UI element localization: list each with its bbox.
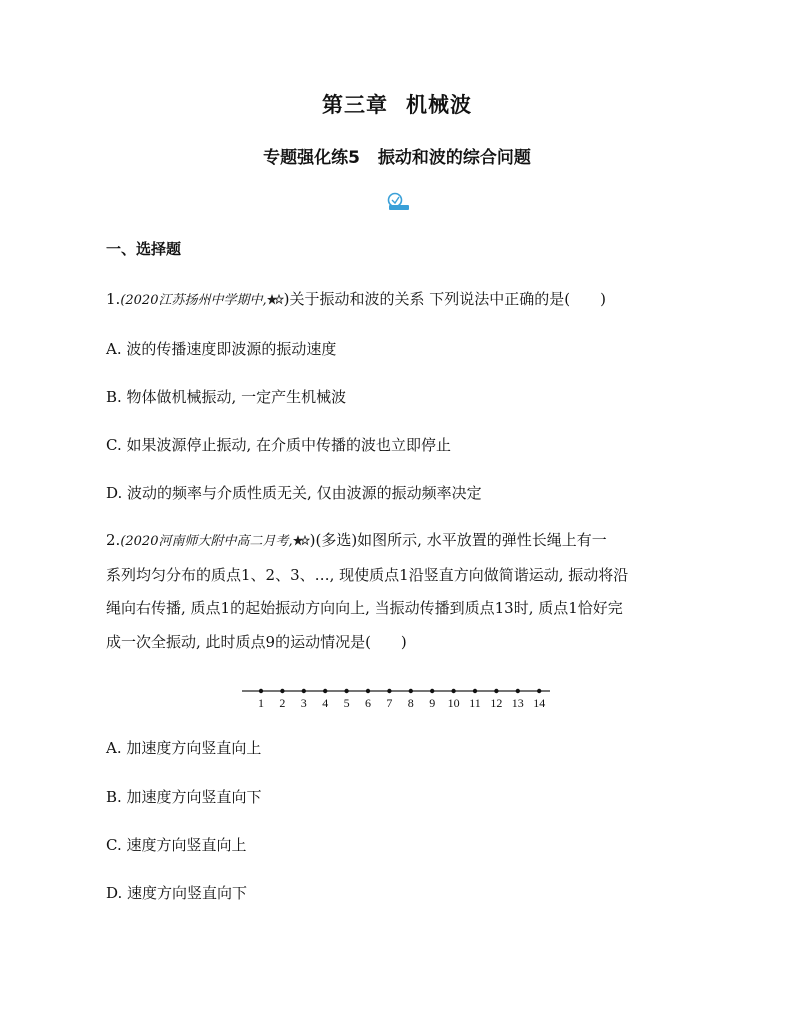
question-2-line-2: 系列均匀分布的质点1、2、3、…, 现使质点1沿竖直方向做简谐运动, 振动将沿 <box>106 565 629 584</box>
logo-icon <box>385 192 411 212</box>
question-1-option-d: D. 波动的频率与介质性质无关, 仅由波源的振动频率决定 <box>106 484 482 502</box>
practice-number: 专题强化练5 <box>263 148 360 168</box>
practice-topic: 振动和波的综合问题 <box>377 148 531 168</box>
particle-point <box>366 689 370 693</box>
question-2-option-d: D. 速度方向竖直向下 <box>106 884 248 902</box>
particle-label: 10 <box>447 696 460 710</box>
chapter-number: 第三章 <box>322 93 388 117</box>
particle-label: 9 <box>429 696 436 710</box>
particle-point <box>537 689 541 693</box>
particle-label: 2 <box>279 696 286 710</box>
section-heading: 一、选择题 <box>106 240 182 258</box>
particle-label: 1 <box>258 696 264 710</box>
particle-point <box>409 689 413 693</box>
particle-point <box>451 689 455 693</box>
chapter-title <box>0 89 794 119</box>
question-2-number: 2. <box>106 531 121 549</box>
particle-label: 13 <box>511 696 524 710</box>
particle-label: 12 <box>490 696 503 710</box>
particle-point <box>344 689 348 693</box>
particle-point <box>494 689 498 693</box>
question-2-text-1: )(多选)如图所示, 水平放置的弹性长绳上有一 <box>309 531 607 549</box>
question-2-line-1 <box>106 524 696 559</box>
question-2-line-4: 成一次全振动, 此时质点9的运动情况是( ) <box>106 632 407 651</box>
particle-label: 5 <box>343 696 350 710</box>
question-2-option-b: B. 加速度方向竖直向下 <box>106 788 262 806</box>
particle-label: 14 <box>533 696 546 710</box>
particle-label: 6 <box>365 696 371 710</box>
question-2-option-a: A. 加速度方向竖直向上 <box>106 739 262 757</box>
question-2-stem <box>106 524 696 659</box>
question-1-number: 1. <box>106 290 121 308</box>
particle-label: 11 <box>469 696 481 710</box>
particle-label: 4 <box>322 696 329 710</box>
particle-figure <box>240 683 560 713</box>
question-2-line-3: 绳向右传播, 质点1的起始振动方向向上, 当振动传播到质点13时, 质点1恰好完 <box>106 599 623 617</box>
chapter-name: 机械波 <box>406 93 472 117</box>
particle-label: 8 <box>407 696 414 710</box>
question-1-option-c: C. 如果波源停止振动, 在介质中传播的波也立即停止 <box>106 436 452 454</box>
question-1-option-a: A. 波的传播速度即波源的振动速度 <box>106 340 337 358</box>
question-1-stem <box>106 283 696 318</box>
particle-point <box>302 689 306 693</box>
difficulty-star-icon <box>293 535 310 547</box>
question-2-option-c: C. 速度方向竖直向上 <box>106 836 247 854</box>
particle-label: 3 <box>300 696 307 710</box>
question-2-source: (2020河南师大附中高二月考, <box>120 534 293 549</box>
question-1-text: )关于振动和波的关系 下列说法中正确的是( ) <box>283 290 606 308</box>
difficulty-star-icon <box>267 294 284 306</box>
particle-point <box>473 689 477 693</box>
practice-title <box>0 143 794 168</box>
particle-point <box>430 689 434 693</box>
particle-point <box>323 689 327 693</box>
particle-label: 7 <box>386 696 393 710</box>
particle-point <box>387 689 391 693</box>
question-1-option-b: B. 物体做机械振动, 一定产生机械波 <box>106 388 347 406</box>
particle-point <box>259 689 263 693</box>
particle-point <box>516 689 520 693</box>
particle-point <box>280 689 284 693</box>
question-1-source: (2020江苏扬州中学期中, <box>120 293 267 308</box>
